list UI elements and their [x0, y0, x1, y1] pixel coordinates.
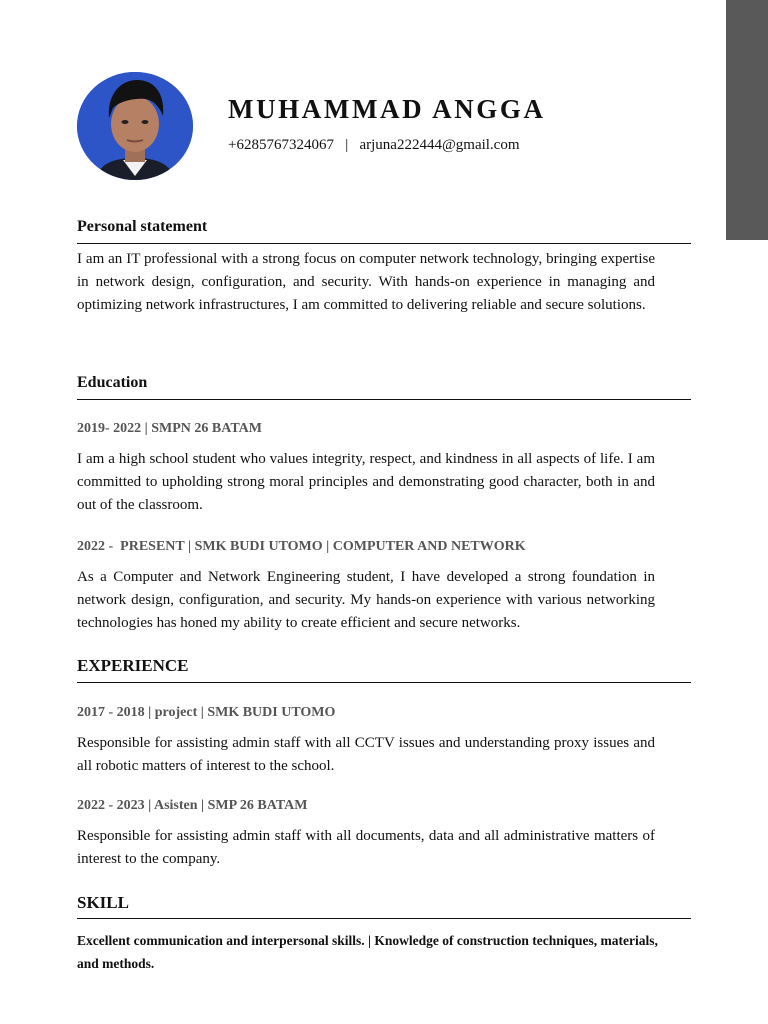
email-address: arjuna222444@gmail.com	[359, 137, 520, 153]
contact-line	[228, 137, 520, 154]
skill-text: Excellent communication and interpersonal skills. | Knowledge of construction techniques, materials, and methods.	[77, 933, 658, 971]
personal-statement-text: I am an IT professional with a strong focus on computer network technology, bringing expertise in network design, configuration, and security. With hands-on experience in managing and optimizing network infrastructures, I am committed to delivering reliable and secure solutions.	[77, 251, 655, 313]
experience-title: EXPERIENCE	[77, 656, 189, 675]
section-divider	[77, 243, 691, 244]
education-title: Education	[77, 374, 148, 391]
experience-entry-heading: 2022 - 2023 | Asisten | SMP 26 BATAM	[77, 798, 308, 813]
section-divider	[77, 399, 691, 400]
education-entry-text: As a Computer and Network Engineering student, I have developed a strong foundation in network design, configuration, and security. My hands-on experience with various networking technologies has honed my ability to create efficient and secure networks.	[77, 569, 655, 631]
section-divider	[77, 682, 691, 683]
experience-entry-text: Responsible for assisting admin staff with all documents, data and all administrative matters of interest to the company.	[77, 828, 655, 867]
sidebar-accent-bar	[726, 0, 768, 240]
education-entry-heading: 2019- 2022 | SMPN 26 BATAM	[77, 421, 262, 436]
skill-title: SKILL	[77, 893, 129, 912]
experience-entry-text: Responsible for assisting admin staff with all CCTV issues and understanding proxy issues and all robotic matters of interest to the school.	[77, 735, 655, 774]
experience-entry-heading: 2017 - 2018 | project | SMK BUDI UTOMO	[77, 705, 336, 720]
education-entry-heading: 2022 - PRESENT | SMK BUDI UTOMO | COMPUTER AND NETWORK	[77, 539, 526, 554]
profile-photo	[77, 72, 193, 180]
avatar	[77, 72, 193, 180]
personal-statement-title: Personal statement	[77, 218, 208, 235]
candidate-name: MUHAMMAD ANGGA	[228, 94, 546, 124]
phone-number: +6285767324067	[228, 137, 334, 153]
contact-separator: |	[345, 137, 349, 153]
education-entry-text: I am a high school student who values integrity, respect, and kindness in all aspects of life. I am committed to upholding strong moral principles and demonstrating good character, both in and out of the classroom.	[77, 451, 655, 513]
section-divider	[77, 918, 691, 919]
